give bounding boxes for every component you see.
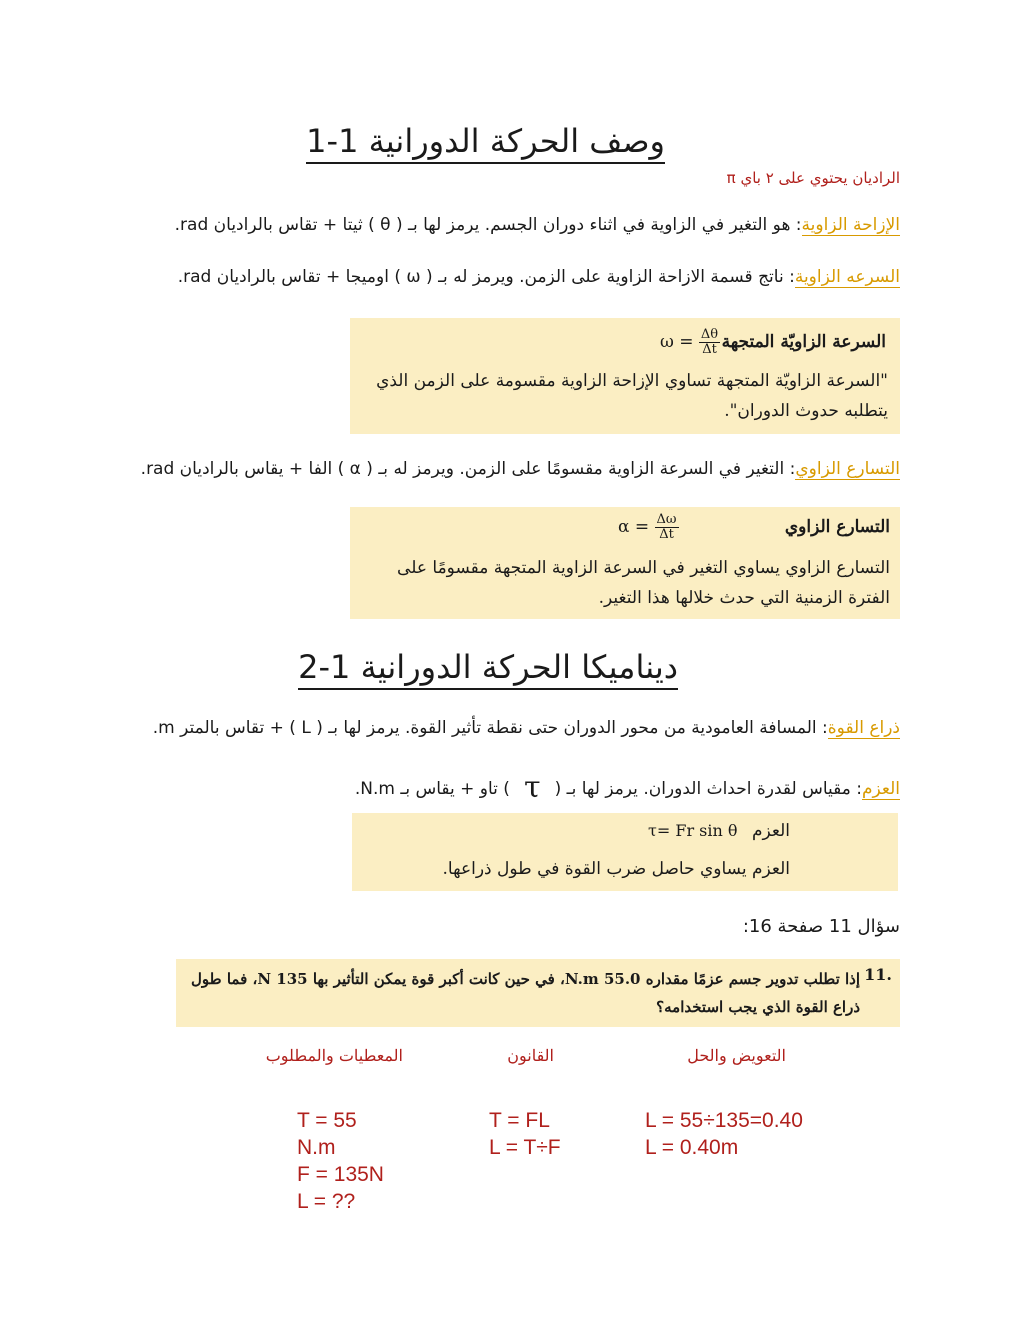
- angular-acceleration-box: [350, 507, 900, 619]
- given-torque: T = 55: [297, 1109, 357, 1132]
- lever-arm-term: ذراع القوة: [827, 718, 900, 738]
- section2-title: ديناميكا الحركة الدورانية 1-2: [298, 648, 678, 690]
- torque-box-heading: العزم: [751, 821, 790, 841]
- givens-column: [297, 1107, 384, 1215]
- header-law: القانون: [507, 1046, 554, 1065]
- fraction-numerator: Δθ: [700, 327, 719, 342]
- torque-definition-b: ) تاو + يقاس بـ N.m.: [354, 779, 510, 799]
- tau-symbol: τ: [523, 770, 541, 805]
- law-column: [489, 1107, 561, 1161]
- header-substitution: التعويض والحل: [687, 1046, 786, 1065]
- angular-acceleration-fraction: [655, 513, 679, 542]
- substitution-column: [645, 1107, 803, 1161]
- fraction-denominator: Δt: [659, 527, 674, 542]
- substitution-line-2: L = 0.40m: [645, 1136, 739, 1159]
- section1-title: وصف الحركة الدورانية 1-1: [306, 122, 665, 164]
- question-number: 11.: [864, 965, 892, 984]
- question-text: إذا تطلب تدوير جسم عزمًا مقداره 55.0 N.m، في حين كانت أكبر قوة يمكن التأثير بها 135 N، فما طول ذراع القوة الذي يجب استخدامه؟: [191, 970, 860, 1016]
- lever-arm-definition: : المسافة العامودية من محور الدوران حتى نقطة تأثير القوة. يرمز لها بـ ( L ) + تقاس بالمتر m.: [152, 718, 828, 738]
- angular-acceleration-formula: [618, 513, 679, 542]
- law-line-2: L = T÷F: [489, 1136, 561, 1159]
- substitution-line-1: L = 55÷135=0.40: [645, 1109, 803, 1132]
- torque-definition-a: : مقياس لقدرة احداث الدوران. يرمز لها بـ (: [554, 779, 862, 799]
- fraction-denominator: Δt: [702, 342, 717, 357]
- torque-formula: τ= Fr sin θ: [648, 821, 738, 840]
- angular-velocity-lhs: ω =: [660, 332, 694, 352]
- required-length: L = ??: [297, 1190, 356, 1213]
- torque-box-text: العزم يساوي حاصل ضرب القوة في طول ذراعها.: [442, 859, 790, 879]
- angular-acceleration-box-text: التسارع الزاوي يساوي التغير في السرعة الزاوية المتجهة مقسومًا على الفترة الزمنية التي حدث خلالها هذا التغير.: [397, 558, 890, 608]
- header-givens: المعطيات والمطلوب: [265, 1046, 403, 1065]
- radian-note: الراديان يحتوي على ٢ باي π: [726, 169, 900, 187]
- angular-velocity-box-text: "السرعة الزاويّة المتجهة تساوي الإزاحة الزاوية مقسومة على الزمن الذي يتطلبه حدوث الدوران".: [376, 371, 888, 421]
- angular-velocity-box-heading: السرعة الزاويّة المتجهة: [721, 332, 886, 352]
- torque-line: [355, 770, 900, 805]
- angular-acceleration-term: التسارع الزاوي: [795, 459, 900, 479]
- angular-velocity-box: [350, 318, 900, 434]
- torque-box: [352, 813, 898, 891]
- given-force: F = 135N: [297, 1163, 384, 1186]
- angular-displacement-definition: : هو التغير في الزاوية في اثناء دوران الجسم. يرمز لها بـ ( θ ) ثيتا + تقاس بالراديان rad.: [174, 215, 802, 235]
- angular-displacement-line: [175, 215, 900, 235]
- angular-velocity-term: السرعه الزاوية: [794, 267, 900, 287]
- question-reference: سؤال 11 صفحة 16:: [742, 916, 900, 937]
- angular-displacement-term: الإزاحة الزاوية: [801, 215, 900, 235]
- torque-term: العزم: [861, 779, 900, 799]
- angular-acceleration-box-heading: التسارع الزاوي: [784, 517, 890, 537]
- angular-velocity-line: [178, 267, 900, 287]
- fraction-numerator: Δω: [656, 512, 677, 527]
- given-torque-unit: N.m: [297, 1136, 336, 1159]
- angular-acceleration-line: [141, 459, 900, 479]
- angular-velocity-formula: [660, 328, 720, 357]
- angular-acceleration-lhs: α =: [618, 517, 650, 537]
- lever-arm-line: [153, 718, 900, 738]
- question-box: [176, 959, 900, 1027]
- angular-acceleration-definition: : التغير في السرعة الزاوية مقسومًا على الزمن. ويرمز له بـ ( α ) الفا + يقاس بالراديان rad.: [140, 459, 796, 479]
- angular-velocity-fraction: [699, 328, 720, 357]
- angular-velocity-definition: : ناتج قسمة الازاحة الزاوية على الزمن. ويرمز له بـ ( ω ) اوميجا + تقاس بالراديان rad.: [177, 267, 795, 287]
- law-line-1: T = FL: [489, 1109, 550, 1132]
